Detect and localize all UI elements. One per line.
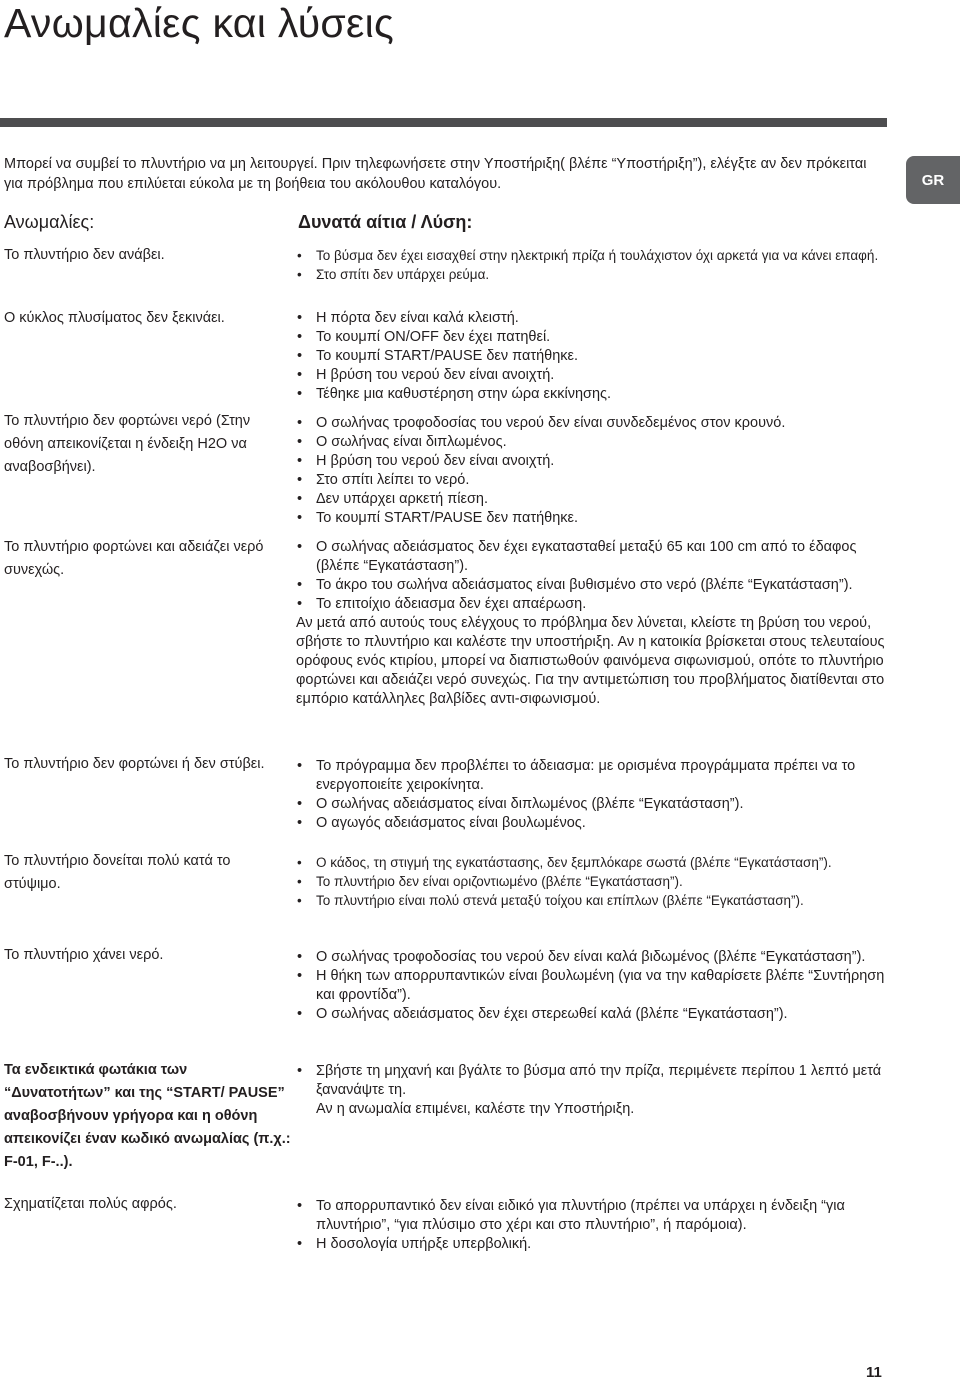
solution-note: Αν μετά από αυτούς τους ελέγχους το πρόβλημα δεν λύνεται, κλείστε τη βρύση του νερού, σβήστε το πλυντήριο και καλέστε την υποστήριξη. Αν η κατοικία βρίσκεται στους τελευταίους ορόφους ενός κτιρίου, μπορεί να διαπιστωθούν φαινόμενα σιφωνισμού, οπότε το πλυντήριο φορτώνει και αδειάζει νερό συνεχώς. Για την αντιμετώπιση του προβλήματος διατίθενται στο εμπόριο κατάλληλες βαλβίδες αντι-σιφωνισμού.: [296, 615, 885, 707]
solution-block: [296, 948, 886, 1024]
page-title: Ανωμαλίες και λύσεις: [4, 0, 395, 46]
solution-block: [296, 853, 886, 910]
symptom-label: Τα ενδεικτικά φωτάκια των “Δυνατοτήτων” και της “START/ PAUSE” αναβοσβήνουν γρήγορα και η οθόνη απεικονίζει έναν κωδικό ανωμαλίας (π.χ.: F-01, F-..).: [4, 1062, 291, 1170]
symptom-label: Το πλυντήριο χάνει νερό.: [4, 947, 164, 963]
solution-block: [296, 757, 886, 833]
symptom-label: Το πλυντήριο δεν ανάβει.: [4, 247, 165, 263]
symptom-label: Το πλυντήριο φορτώνει και αδειάζει νερό συνεχώς.: [4, 539, 264, 578]
solution-item: • Ο σωλήνας είναι διπλωμένος.: [296, 433, 886, 452]
language-badge: GR: [906, 156, 960, 204]
solution-item: • Η πόρτα δεν είναι καλά κλειστή.: [296, 309, 886, 328]
title-rule: [0, 118, 887, 127]
solution-block: [296, 309, 886, 404]
solution-item: • Στο σπίτι δεν υπάρχει ρεύμα.: [296, 265, 886, 284]
solution-item: • Η βρύση του νερού δεν είναι ανοιχτή.: [296, 452, 886, 471]
symptoms-header: Ανωμαλίες:: [4, 212, 95, 232]
solution-item: • Το άκρο του σωλήνα αδειάσματος είναι βυθισμένο στο νερό (βλέπε “Εγκατάσταση”).: [296, 576, 886, 595]
solution-item: • Το πλυντήριο δεν είναι οριζοντιωμένο (βλέπε “Εγκατάσταση”).: [296, 872, 886, 891]
solution-item: • Το απορρυπαντικό δεν είναι ειδικό για πλυντήριο (πρέπει να υπάρχει η ένδειξη “για πλυντήριο”, “για πλύσιμο στο χέρι και στο πλυντήριο”, ή παρόμοια).: [296, 1197, 886, 1235]
solution-item: • Ο αγωγός αδειάσματος είναι βουλωμένος.: [296, 814, 886, 833]
solution-item: • Το βύσμα δεν έχει εισαχθεί στην ηλεκτρική πρίζα ή τουλάχιστον όχι αρκετά για να κάνει επαφή.: [296, 246, 886, 265]
solution-item: • Ο σωλήνας αδειάσματος δεν έχει στερεωθεί καλά (βλέπε “Εγκατάσταση”).: [296, 1005, 886, 1024]
symptom-label: Σχηματίζεται πολύς αφρός.: [4, 1196, 177, 1212]
symptom-label: Το πλυντήριο δονείται πολύ κατά το στύψιμο.: [4, 853, 231, 892]
solution-block: [296, 538, 886, 709]
solution-item: • Ο κάδος, τη στιγμή της εγκατάστασης, δεν ξεμπλόκαρε σωστά (βλέπε “Εγκατάσταση”).: [296, 853, 886, 872]
solution-block: [296, 1197, 886, 1254]
solution-block: [296, 1062, 886, 1119]
page-number: 11: [866, 1364, 882, 1381]
solution-item: • Η θήκη των απορρυπαντικών είναι βουλωμένη (για να την καθαρίσετε βλέπε “Συντήρηση και φροντίδα”).: [296, 967, 886, 1005]
solution-item: • Στο σπίτι λείπει το νερό.: [296, 471, 886, 490]
solution-item: • Δεν υπάρχει αρκετή πίεση.: [296, 490, 886, 509]
solution-item: • Το επιτοίχιο άδειασμα δεν έχει απαέρωση.: [296, 595, 886, 614]
solution-item: • Τέθηκε μια καθυστέρηση στην ώρα εκκίνησης.: [296, 385, 886, 404]
intro-text: Μπορεί να συμβεί το πλυντήριο να μη λειτουργεί. Πριν τηλεφωνήσετε στην Υποστήριξη( βλέπε “Υποστήριξη”), ελέγξτε αν δεν πρόκειται για πρόβλημα που επιλύεται εύκολα με τη βοήθεια του ακόλουθου καταλόγου.: [4, 156, 867, 192]
solution-item: • Το κουμπί START/PAUSE δεν πατήθηκε.: [296, 347, 886, 366]
symptom-label: Ο κύκλος πλυσίματος δεν ξεκινάει.: [4, 310, 225, 326]
solution-item: • Ο σωλήνας τροφοδοσίας του νερού δεν είναι συνδεδεμένος στον κρουνό.: [296, 414, 886, 433]
solution-item: • Σβήστε τη μηχανή και βγάλτε το βύσμα από την πρίζα, περιμένετε περίπου 1 λεπτό μετά ξανανάψτε τη.: [296, 1062, 886, 1100]
solution-item: • Η βρύση του νερού δεν είναι ανοιχτή.: [296, 366, 886, 385]
solution-item: • Το κουμπί ON/OFF δεν έχει πατηθεί.: [296, 328, 886, 347]
solution-block: [296, 246, 886, 284]
solution-item: • Το πλυντήριο είναι πολύ στενά μεταξύ τοίχου και επίπλων (βλέπε “Εγκατάσταση”).: [296, 891, 886, 910]
symptom-label: Το πλυντήριο δεν φορτώνει ή δεν στύβει.: [4, 756, 265, 772]
solution-item: • Ο σωλήνας τροφοδοσίας του νερού δεν είναι καλά βιδωμένος (βλέπε “Εγκατάσταση”).: [296, 948, 886, 967]
symptom-label: Το πλυντήριο δεν φορτώνει νερό (Στην οθόνη απεικονίζεται η ένδειξη H2O να αναβοσβήνει).: [4, 413, 251, 475]
solution-item: • Ο σωλήνας αδειάσματος δεν έχει εγκατασταθεί μεταξύ 65 και 100 cm από το έδαφος (βλέπε “Εγκατάσταση”).: [296, 538, 886, 576]
solution-item: • Ο σωλήνας αδειάσματος είναι διπλωμένος (βλέπε “Εγκατάσταση”).: [296, 795, 886, 814]
causes-header: Δυνατά αίτια / Λύση:: [298, 212, 473, 232]
solution-note: Αν η ανωμαλία επιμένει, καλέστε την Υποστήριξη.: [316, 1101, 635, 1117]
solution-item: • Το κουμπί START/PAUSE δεν πατήθηκε.: [296, 509, 886, 528]
solution-item: • Το πρόγραμμα δεν προβλέπει το άδειασμα: με ορισμένα προγράμματα πρέπει να το ενεργοποιείτε χειροκίνητα.: [296, 757, 886, 795]
solution-item: • Η δοσολογία υπήρξε υπερβολική.: [296, 1235, 886, 1254]
solution-block: [296, 414, 886, 528]
